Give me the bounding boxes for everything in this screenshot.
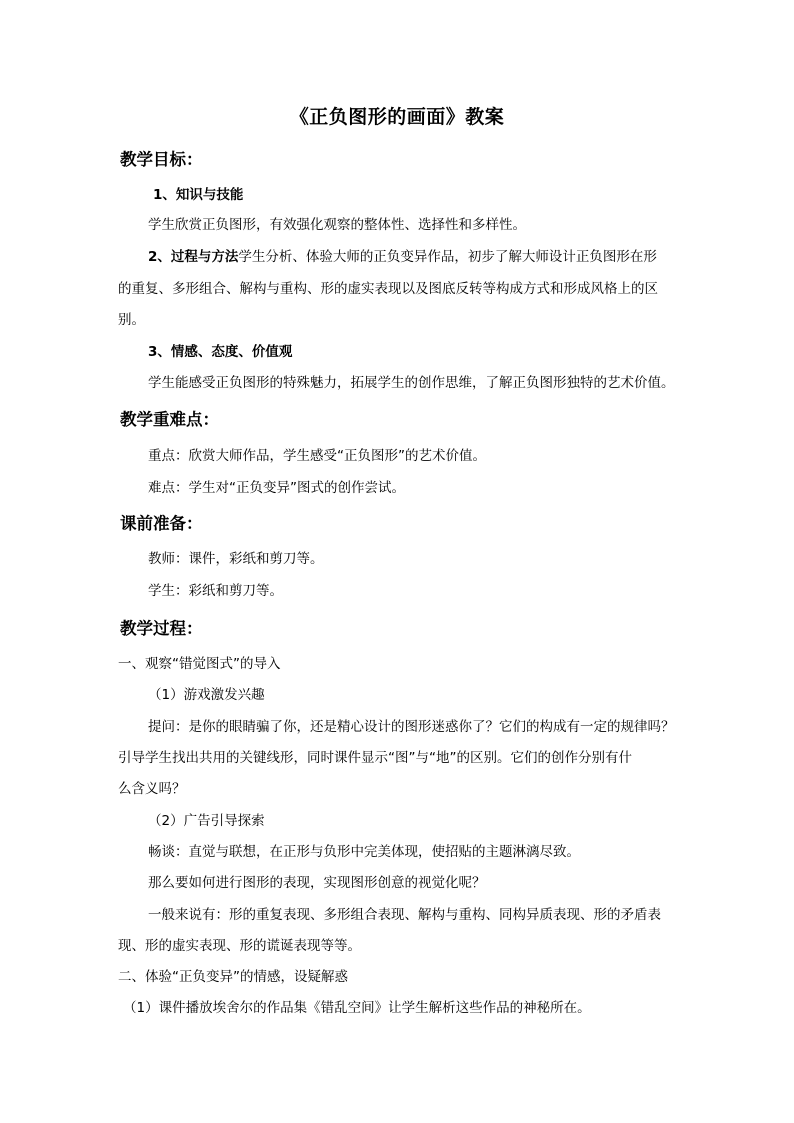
process-part1-sub1-q1: 提问：是你的眼睛骗了你，还是精心设计的图形迷惑你了？它们的构成有一定的规律吗？ bbox=[148, 719, 675, 735]
heading-preparation: 课前准备： bbox=[120, 514, 203, 533]
key-point-focus: 重点：欣赏大师作品，学生感受“正负图形”的艺术价值。 bbox=[148, 448, 486, 464]
process-part1: 一、观察“错觉图式”的导入 bbox=[118, 656, 281, 672]
objective-3-label: 3、情感、态度、价值观 bbox=[148, 344, 293, 360]
process-part2-sub1: （1）课件播放埃舍尔的作品集《错乱空间》让学生解析这些作品的神秘所在。 bbox=[123, 1000, 591, 1016]
objective-2-line2: 的重复、多形组合、解构与重构、形的虚实表现以及图底反转等构成方式和形成风格上的区 bbox=[118, 281, 658, 297]
heading-objectives: 教学目标： bbox=[120, 150, 203, 169]
objective-2-line3: 别。 bbox=[118, 312, 145, 328]
objective-1-label: 1、知识与技能 bbox=[153, 187, 244, 203]
heading-process: 教学过程： bbox=[120, 619, 203, 638]
objective-1-text: 学生欣赏正负图形，有效强化观察的整体性、选择性和多样性。 bbox=[148, 217, 526, 233]
objective-2-text: 学生分析、体验大师的正负变异作品，初步了解大师设计正负图形在形 bbox=[238, 249, 657, 265]
heading-key-points: 教学重难点： bbox=[120, 410, 219, 429]
process-part1-sub1-q2: 引导学生找出共用的关键线形，同时课件显示“图”与“地”的区别。它们的创作分别有什 bbox=[118, 750, 632, 766]
process-part1-sub2-t2: 那么要如何进行图形的表现，实现图形创意的视觉化呢？ bbox=[148, 875, 486, 891]
process-part1-sub2-t4: 现、形的虚实表现、形的谎诞表现等等。 bbox=[118, 938, 361, 954]
objective-2-line1 bbox=[148, 246, 713, 268]
process-part1-sub2: （2）广告引导探索 bbox=[148, 813, 265, 829]
process-part1-sub1: （1）游戏激发兴趣 bbox=[148, 687, 265, 703]
key-point-difficulty: 难点：学生对“正负变异”图式的创作尝试。 bbox=[148, 480, 405, 496]
process-part1-sub2-t1: 畅谈：直觉与联想，在正形与负形中完美体现，使招贴的主题淋漓尽致。 bbox=[148, 844, 580, 860]
preparation-teacher: 教师：课件，彩纸和剪刀等。 bbox=[148, 551, 324, 567]
process-part2: 二、体验“正负变异”的情感，设疑解惑 bbox=[118, 969, 348, 985]
objective-2-label: 2、过程与方法 bbox=[148, 249, 239, 265]
document-title: 《正负图形的画面》教案 bbox=[289, 106, 505, 128]
process-part1-sub1-q3: 么含义吗？ bbox=[118, 781, 186, 797]
process-part1-sub2-t3: 一般来说有：形的重复表现、多形组合表现、解构与重构、同构异质表现、形的矛盾表 bbox=[148, 907, 661, 923]
objective-3-text: 学生能感受正负图形的特殊魅力，拓展学生的创作思维，了解正负图形独特的艺术价值。 bbox=[148, 375, 675, 391]
preparation-student: 学生：彩纸和剪刀等。 bbox=[148, 583, 283, 599]
